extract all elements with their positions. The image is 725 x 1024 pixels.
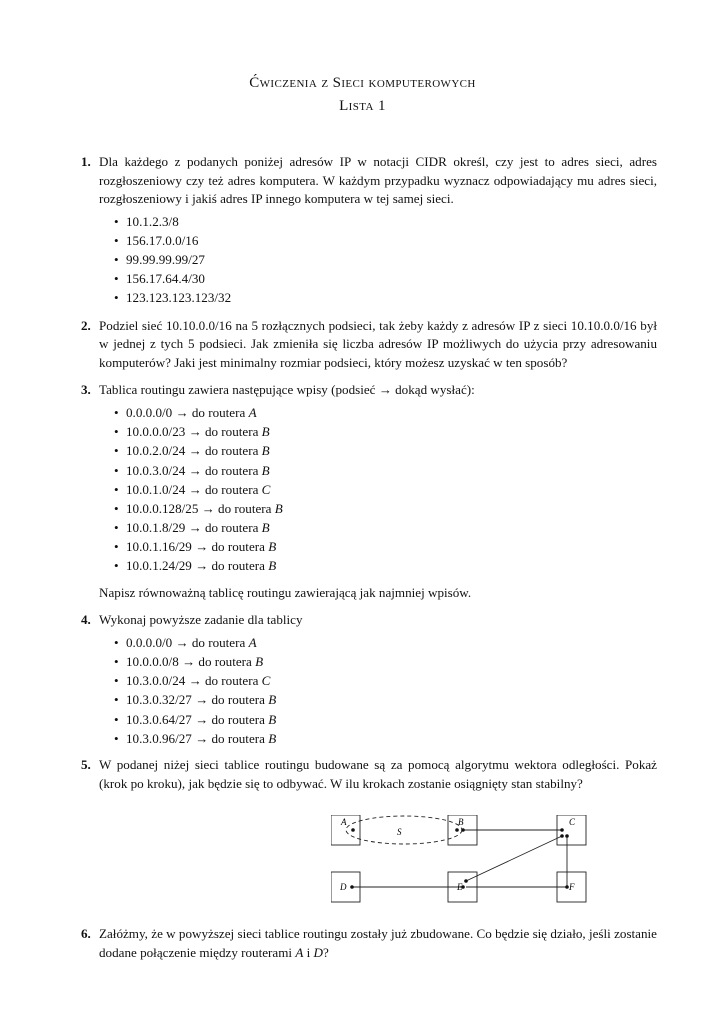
route-router: B xyxy=(268,558,277,574)
route-router: C xyxy=(261,481,271,497)
interface-dot xyxy=(455,828,459,832)
route-router: B xyxy=(268,539,277,555)
route-target: do routera xyxy=(198,654,252,670)
route-entry: • 10.3.0.96/27 → do routera B xyxy=(114,729,657,748)
route-net: 10.3.0.0/24 xyxy=(126,673,186,689)
interface-dot xyxy=(560,834,564,838)
list-item: • 99.99.99.99/27 xyxy=(114,250,657,269)
route-net: 10.0.3.0/24 xyxy=(126,462,186,478)
route-net: 10.0.2.0/24 xyxy=(126,443,186,459)
list-item: • 123.123.123.123/32 xyxy=(114,288,657,307)
list-item: • 156.17.0.0/16 xyxy=(114,231,657,250)
route-net: 10.3.0.64/27 xyxy=(126,711,192,727)
route-target: do routera xyxy=(204,462,259,478)
route-entry: • 10.0.2.0/24 → do routera B xyxy=(114,441,657,460)
route-target: do routera xyxy=(204,443,259,459)
route-router: B xyxy=(274,500,283,516)
route-target: do routera xyxy=(211,539,265,555)
router-label-a: A xyxy=(341,817,347,828)
route-net: 0.0.0.0/0 xyxy=(126,404,173,420)
problem-text: Podziel sieć 10.10.0.0/16 na 5 rozłącznych podsieci, tak żeby każdy z adresów IP z sieci 10.10.0.0/16 był w jednej z tych 5 podsieci. Jak zmieniła się liczba adresów IP możliwych do użycia przy adresowaniu komputerów? Jaki jest minimalny rozmiar podsieci, który możesz uzyskać w ten sposób? xyxy=(99,317,657,370)
network-diagram-area xyxy=(81,793,657,925)
route-entry: • 10.0.3.0/24 → do routera B xyxy=(114,461,657,480)
problem-text: Wykonaj powyższe zadanie dla tablicy xyxy=(99,612,303,628)
problem-2 xyxy=(81,317,657,373)
problem-number: 6. xyxy=(81,926,91,942)
route-router: B xyxy=(261,443,270,459)
list-item: • 156.17.64.4/30 xyxy=(114,269,657,288)
route-router: B xyxy=(268,692,277,708)
route-entry: • 10.0.0.0/23 → do routera B xyxy=(114,422,657,441)
router-label-c: C xyxy=(569,817,576,828)
network-diagram-main xyxy=(331,815,587,927)
problem-5 xyxy=(81,756,657,793)
router-label-f: F xyxy=(569,882,575,893)
interface-dot xyxy=(351,828,355,832)
route-net: 10.0.1.8/29 xyxy=(126,520,186,536)
problem-6 xyxy=(81,925,657,962)
route-target: do routera xyxy=(211,730,265,746)
router-label-e: E xyxy=(457,882,463,893)
route-target: do routera xyxy=(211,711,265,727)
problem-text: Dla każdego z podanych poniżej adresów IP w notacji CIDR określ, czy jest to adres sieci, adres rozgłoszeniowy czy też adres komputera. W każdym przypadku wyznacz odpowiadający mu adres sieci, rozgłoszeniowy i jakiś adres IP innego komputera w tej samej sieci. xyxy=(99,154,657,207)
problem-text: Tablica routingu zawiera następujące wpisy (podsieć → dokąd wysłać): xyxy=(99,382,475,398)
document-title: Ćwiczenia z Sieci komputerowych xyxy=(249,75,476,91)
route-router: B xyxy=(268,730,277,746)
problem-list xyxy=(81,153,657,962)
route-entry: • 10.3.0.32/27 → do routera B xyxy=(114,690,657,709)
router-ref-d: D xyxy=(313,944,323,960)
route-net: 0.0.0.0/0 xyxy=(126,634,173,650)
route-entry: • 10.0.1.24/29 → do routera B xyxy=(114,556,657,575)
route-target: do routera xyxy=(218,500,272,516)
interface-dot xyxy=(565,834,569,838)
route-entry: • 10.0.1.8/29 → do routera B xyxy=(114,518,657,537)
route-net: 10.0.1.24/29 xyxy=(126,558,192,574)
address-list xyxy=(99,212,657,308)
network-s-ellipse xyxy=(346,816,462,844)
network-label-s: S xyxy=(397,827,402,838)
route-entry: • 0.0.0.0/0 → do routera A xyxy=(114,633,657,652)
route-net: 10.3.0.96/27 xyxy=(126,730,192,746)
route-target: do routera xyxy=(211,558,265,574)
route-entry: • 10.0.0.128/25 → do routera B xyxy=(114,499,657,518)
problem-number: 1. xyxy=(81,154,91,169)
routing-table xyxy=(99,403,657,576)
interface-dot xyxy=(461,828,465,832)
interface-dot xyxy=(350,885,354,889)
route-router: B xyxy=(261,424,270,440)
route-entry: • 0.0.0.0/0 → do routera A xyxy=(114,403,657,422)
route-router: A xyxy=(248,634,257,650)
router-ref-a: A xyxy=(295,944,304,960)
document-subtitle: Lista 1 xyxy=(339,97,386,114)
problem-number: 3. xyxy=(81,382,91,398)
route-entry: • 10.0.1.0/24 → do routera C xyxy=(114,480,657,499)
router-label-d: D xyxy=(340,882,347,893)
route-target: do routera xyxy=(204,424,259,440)
title-block xyxy=(0,72,725,117)
routing-table xyxy=(99,633,657,748)
route-router: C xyxy=(261,673,271,689)
route-net: 10.0.0.128/25 xyxy=(126,500,199,516)
router-label-b: B xyxy=(458,817,464,828)
interface-dot xyxy=(560,828,564,832)
route-net: 10.3.0.32/27 xyxy=(126,692,192,708)
route-entry: • 10.0.1.16/29 → do routera B xyxy=(114,537,657,556)
route-target: do routera xyxy=(211,692,265,708)
route-target: do routera xyxy=(204,520,259,536)
route-net: 10.0.1.16/29 xyxy=(126,539,192,555)
route-net: 10.0.0.0/8 xyxy=(126,654,179,670)
text-part: i xyxy=(303,944,314,960)
route-target: do routera xyxy=(191,404,246,420)
problem-number: 2. xyxy=(81,317,91,333)
route-target: do routera xyxy=(204,673,259,689)
route-target: do routera xyxy=(191,634,246,650)
problem-followup: Napisz równoważną tablicę routingu zawierającą jak najmniej wpisów. xyxy=(99,584,472,600)
problem-text xyxy=(99,925,657,962)
text-part: ? xyxy=(322,944,329,960)
link-e-c xyxy=(466,836,562,881)
route-router: B xyxy=(268,711,277,727)
route-router: B xyxy=(261,520,270,536)
problem-number: 4. xyxy=(81,612,91,628)
route-net: 10.0.1.0/24 xyxy=(126,481,186,497)
problem-1 xyxy=(81,153,657,308)
route-entry: • 10.3.0.64/27 → do routera B xyxy=(114,710,657,729)
problem-3 xyxy=(81,381,657,602)
problem-text: W podanej niżej sieci tablice routingu budowane są za pomocą algorytmu wektora odległości. Pokaż (krok po kroku), jak będzie się to odbywać. W ilu krokach zostanie osiągnięty stan stabilny? xyxy=(99,756,657,791)
list-item: • 10.1.2.3/8 xyxy=(114,212,657,231)
route-entry: • 10.0.0.0/8 → do routera B xyxy=(114,652,657,671)
route-router: B xyxy=(255,654,264,670)
route-router: A xyxy=(248,404,257,420)
route-target: do routera xyxy=(204,481,259,497)
route-router: B xyxy=(261,462,270,478)
problem-4 xyxy=(81,611,657,748)
route-net: 10.0.0.0/23 xyxy=(126,424,186,440)
interface-dot xyxy=(464,879,468,883)
text-part: Załóżmy, że w powyższej sieci tablice routingu zostały już zbudowane. Co będzie się działo, jeśli zostanie dodane połączenie między routerami xyxy=(99,926,657,960)
route-entry: • 10.3.0.0/24 → do routera C xyxy=(114,671,657,690)
problem-number: 5. xyxy=(81,756,91,772)
